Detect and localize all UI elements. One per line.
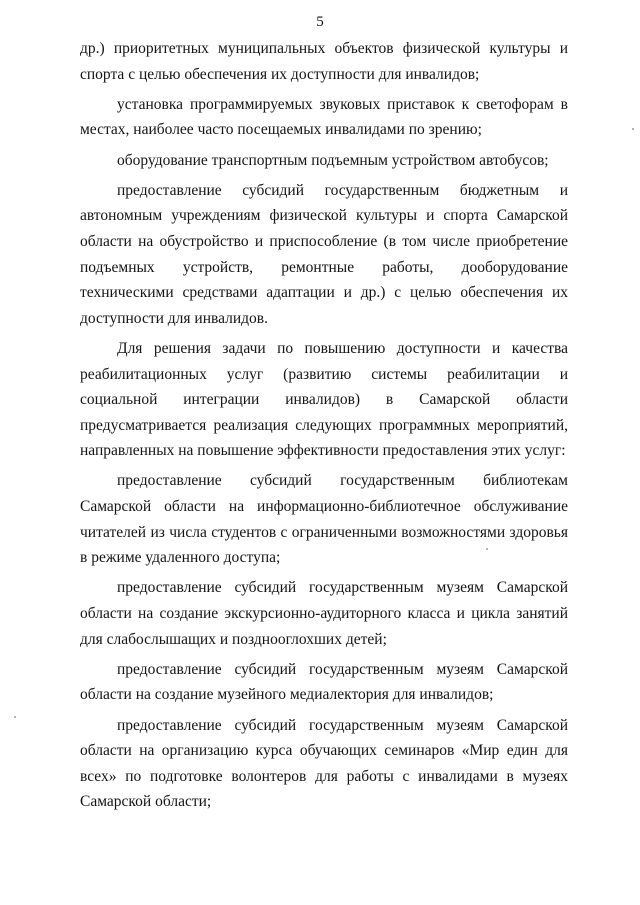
- document-body: [80, 36, 568, 820]
- paragraph: предоставление субсидий государственным музеям Самарской области на создание музейного медиалектория для инвалидов;: [80, 660, 568, 704]
- page-number: 5: [316, 14, 324, 30]
- scan-speck: [14, 716, 16, 718]
- paragraph: предоставление субсидий государственным библиотекам Самарской области на информационно-библиотечное обслуживание читателей из числа студентов с ограниченными возможностями здоровья в режиме удаленного доступа;: [80, 472, 568, 567]
- scan-speck: [632, 128, 634, 130]
- paragraph: Для решения задачи по повышению доступности и качества реабилитационных услуг (развитию системы реабилитации и социальной интеграции инвалидов) в Самарской области предусматривается реализация следующих программных мероприятий, направленных на повышение эффективности предоставления этих услуг:: [80, 339, 568, 460]
- paragraph: др.) приоритетных муниципальных объектов физической культуры и спорта с целью обеспечения их доступности для инвалидов;: [80, 40, 568, 83]
- paragraph: предоставление субсидий государственным музеям Самарской области на организацию курса обучающих семинаров «Мир един для всех» по подготовке волонтеров для работы с инвалидами в музеях Самарской области;: [80, 716, 568, 811]
- scan-speck: [486, 548, 488, 550]
- paragraph: установка программируемых звуковых приставок к светофорам в местах, наиболее часто посещаемых инвалидами по зрению;: [80, 95, 568, 139]
- paragraph: предоставление субсидий государственным музеям Самарской области на создание экскурсионно-аудиторного класса и цикла занятий для слабослышащих и позднооглохших детей;: [80, 579, 568, 648]
- paragraph: оборудование транспортным подъемным устройством автобусов;: [117, 151, 549, 169]
- paragraph: предоставление субсидий государственным бюджетным и автономным учреждениям физической культуры и спорта Самарской области на обустройство и приспособление (в том числе приобретение подъемных устройств, ремонтные работы, дооборудование техническими средствами адаптации и др.) с целью обеспечения их доступности для инвалидов.: [80, 181, 568, 327]
